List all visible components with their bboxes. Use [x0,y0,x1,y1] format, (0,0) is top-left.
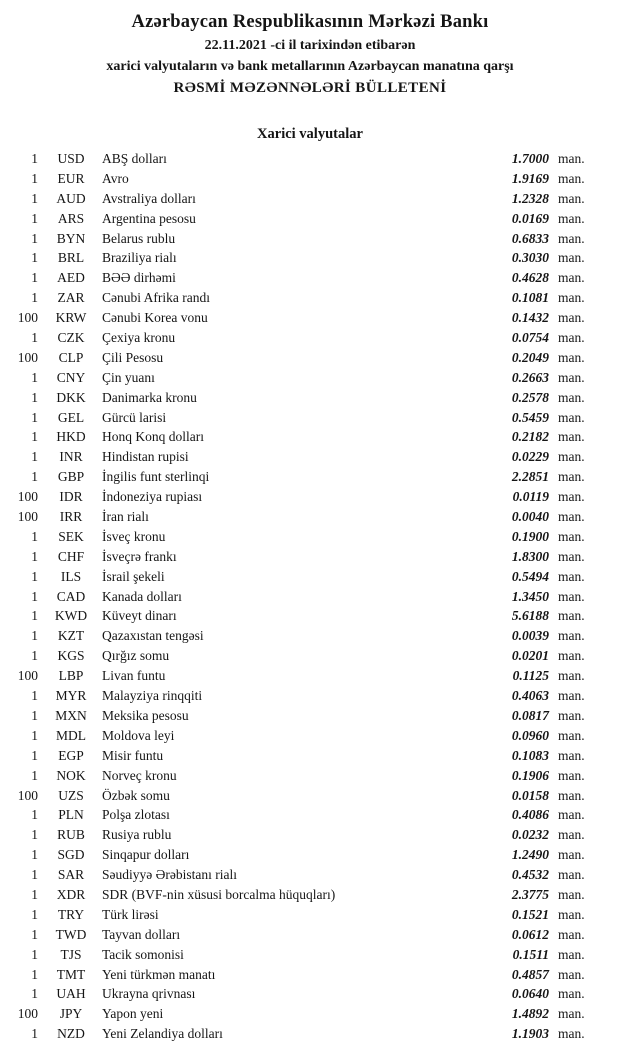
currency-name-cell: Çili Pesosu [102,349,164,365]
rate-row [4,867,596,887]
rate-value-cell: 1.9169 [511,170,549,186]
unit-label-cell: man. [558,727,585,743]
currency-name-cell: Braziliya rialı [102,250,177,266]
rate-row [4,330,596,350]
rate-value-cell: 0.0201 [511,648,549,664]
currency-name-cell: Hindistan rupisi [102,449,189,465]
exchange-rates-table [0,151,620,1044]
rate-row [4,390,596,410]
unit-label-cell: man. [558,847,585,863]
quantity-cell: 1 [31,847,38,863]
unit-label-cell: man. [558,349,585,365]
quantity-cell: 1 [31,429,38,445]
currency-code-cell: SEK [58,528,84,544]
quantity-cell: 1 [31,867,38,883]
rate-row [4,489,596,509]
unit-label-cell: man. [558,170,585,186]
unit-label-cell: man. [558,886,585,902]
rate-row [4,171,596,191]
currency-name-cell: Cənubi Afrika randı [102,290,210,306]
quantity-cell: 1 [31,568,38,584]
document-subtitle: xarici valyutaların və bank metallarının Azərbaycan manatına qarşı [106,59,514,74]
currency-code-cell: MDL [56,727,86,743]
unit-label-cell: man. [558,389,585,405]
currency-code-cell: EUR [57,170,85,186]
currency-name-cell: Norveç kronu [102,767,177,783]
currency-name-cell: Malayziya rinqqiti [102,688,203,704]
quantity-cell: 100 [17,310,38,326]
unit-label-cell: man. [558,449,585,465]
currency-code-cell: NOK [56,767,86,783]
currency-name-cell: Misir funtu [102,747,164,763]
quantity-cell: 1 [31,588,38,604]
rate-row [4,847,596,867]
currency-code-cell: ARS [57,210,85,226]
rate-row [4,211,596,231]
unit-label-cell: man. [558,966,585,982]
rate-row [4,469,596,489]
rate-value-cell: 0.2049 [511,349,549,365]
currency-code-cell: TJS [60,946,82,962]
rate-value-cell: 0.1432 [511,310,549,326]
currency-code-cell: SGD [57,847,85,863]
quantity-cell: 1 [31,449,38,465]
unit-label-cell: man. [558,767,585,783]
quantity-cell: 1 [31,270,38,286]
currency-code-cell: KWD [54,608,88,624]
rate-row [4,907,596,927]
currency-code-cell: USD [57,151,85,166]
quantity-cell: 1 [31,190,38,206]
rate-row [4,449,596,469]
rate-row [4,310,596,330]
rate-row [4,608,596,628]
currency-code-cell: HKD [56,429,86,445]
unit-label-cell: man. [558,648,585,664]
currency-name-cell: İsveçrə frankı [102,548,177,564]
quantity-cell: 1 [31,528,38,544]
quantity-cell: 1 [31,747,38,763]
unit-label-cell: man. [558,787,585,803]
bank-title: Azərbaycan Respublikasının Mərkəzi Bankı [131,12,489,32]
bulletin-title: RƏSMİ MƏZƏNNƏLƏRİ BÜLLETENİ [173,80,447,96]
currency-name-cell: Sinqapur dolları [102,847,190,863]
currency-code-cell: GEL [57,409,85,425]
currency-name-cell: ABŞ dolları [102,151,167,166]
currency-name-cell: Yeni türkmən manatı [102,966,216,982]
rate-value-cell: 2.2851 [511,469,549,485]
quantity-cell: 100 [17,668,38,684]
currency-name-cell: Danimarka kronu [102,389,197,405]
currency-code-cell: KZT [57,628,85,644]
currency-code-cell: EGP [58,747,84,763]
currency-code-cell: XDR [56,886,86,902]
rate-row [4,270,596,290]
unit-label-cell: man. [558,668,585,684]
currency-code-cell: ILS [60,568,82,584]
rate-value-cell: 1.7000 [511,151,549,166]
rate-row [4,947,596,967]
rate-row [4,967,596,987]
rate-row [4,887,596,907]
quantity-cell: 1 [31,966,38,982]
currency-name-cell: Qırğız somu [102,648,170,664]
quantity-cell: 1 [31,290,38,306]
effective-date-line: 22.11.2021 -ci il tarixindən etibarən [204,38,416,53]
quantity-cell: 1 [31,986,38,1002]
currency-code-cell: TRY [57,906,85,922]
rate-row [4,250,596,270]
unit-label-cell: man. [558,588,585,604]
quantity-cell: 1 [31,369,38,385]
rate-row [4,151,596,171]
unit-label-cell: man. [558,210,585,226]
quantity-cell: 1 [31,946,38,962]
currency-code-cell: BYN [56,230,86,246]
rate-value-cell: 1.2328 [511,190,549,206]
rate-row [4,529,596,549]
currency-name-cell: İran rialı [102,509,149,525]
currency-code-cell: JPY [59,1006,83,1022]
currency-name-cell: Çin yuanı [102,369,155,385]
rate-value-cell: 0.0817 [511,707,549,723]
unit-label-cell: man. [558,509,585,525]
rate-value-cell: 0.6833 [511,230,549,246]
unit-label-cell: man. [558,230,585,246]
unit-label-cell: man. [558,807,585,823]
rate-value-cell: 1.4892 [511,1006,549,1022]
rate-row [4,350,596,370]
rate-value-cell: 1.8300 [511,548,549,564]
rate-value-cell: 5.6188 [511,608,549,624]
rate-row [4,807,596,827]
currency-code-cell: MXN [55,707,87,723]
currency-code-cell: BRL [57,250,85,266]
quantity-cell: 1 [31,250,38,266]
currency-name-cell: Avro [102,170,129,186]
rate-row [4,688,596,708]
rate-row [4,191,596,211]
rate-value-cell: 0.1521 [511,906,549,922]
quantity-cell: 100 [17,509,38,525]
quantity-cell: 100 [17,349,38,365]
rate-value-cell: 0.1125 [512,668,549,684]
currency-code-cell: CZK [57,330,85,346]
unit-label-cell: man. [558,568,585,584]
rate-value-cell: 0.2182 [511,429,549,445]
rate-value-cell: 0.1906 [511,767,549,783]
currency-name-cell: SDR (BVF-nin xüsusi borcalma hüquqları) [102,886,336,902]
rate-row [4,549,596,569]
rate-value-cell: 0.5459 [511,409,549,425]
unit-label-cell: man. [558,409,585,425]
currency-name-cell: Argentina pesosu [102,210,196,226]
unit-label-cell: man. [558,330,585,346]
unit-label-cell: man. [558,489,585,505]
quantity-cell: 1 [31,886,38,902]
rate-row [4,628,596,648]
unit-label-cell: man. [558,867,585,883]
currency-name-cell: Cənubi Korea vonu [102,310,208,326]
quantity-cell: 1 [31,628,38,644]
currency-name-cell: İndoneziya rupiası [102,489,203,505]
unit-label-cell: man. [558,270,585,286]
unit-label-cell: man. [558,429,585,445]
quantity-cell: 1 [31,389,38,405]
rate-row [4,827,596,847]
rate-value-cell: 0.0232 [511,827,549,843]
unit-label-cell: man. [558,946,585,962]
rate-row [4,708,596,728]
currency-name-cell: Meksika pesosu [102,707,189,723]
currency-name-cell: Honq Konq dolları [102,429,204,445]
currency-code-cell: GBP [57,469,85,485]
currency-name-cell: Yeni Zelandiya dolları [102,1026,223,1042]
unit-label-cell: man. [558,608,585,624]
currency-name-cell: Belarus rublu [102,230,176,246]
currency-code-cell: TMT [56,966,86,982]
rate-row [4,927,596,947]
currency-name-cell: Ukrayna qrivnası [102,986,196,1002]
unit-label-cell: man. [558,747,585,763]
rate-value-cell: 0.0640 [511,986,549,1002]
quantity-cell: 1 [31,608,38,624]
rate-value-cell: 0.5494 [511,568,549,584]
rate-row [4,668,596,688]
rate-row [4,748,596,768]
rate-value-cell: 2.3775 [511,886,549,902]
rate-value-cell: 0.4628 [511,270,549,286]
currency-code-cell: KGS [57,648,85,664]
currency-name-cell: Avstraliya dolları [102,190,196,206]
rate-value-cell: 0.0754 [511,330,549,346]
quantity-cell: 1 [31,210,38,226]
unit-label-cell: man. [558,1026,585,1042]
rate-value-cell: 0.4086 [511,807,549,823]
quantity-cell: 1 [31,151,38,166]
currency-code-cell: AED [57,270,85,286]
rate-value-cell: 0.1081 [511,290,549,306]
currency-code-cell: CNY [56,369,86,385]
rate-value-cell: 0.3030 [511,250,549,266]
quantity-cell: 1 [31,469,38,485]
unit-label-cell: man. [558,310,585,326]
currency-code-cell: AUD [56,190,86,206]
quantity-cell: 1 [31,1026,38,1042]
quantity-cell: 1 [31,727,38,743]
rate-value-cell: 0.0612 [511,926,549,942]
currency-code-cell: DKK [56,389,86,405]
rate-row [4,569,596,589]
quantity-cell: 1 [31,230,38,246]
currency-code-cell: SAR [57,867,85,883]
rate-row [4,429,596,449]
quantity-cell: 100 [17,489,38,505]
rate-value-cell: 0.0229 [511,449,549,465]
rate-value-cell: 0.1083 [511,747,549,763]
unit-label-cell: man. [558,986,585,1002]
quantity-cell: 1 [31,707,38,723]
rate-value-cell: 0.1511 [512,946,549,962]
unit-label-cell: man. [558,151,585,166]
unit-label-cell: man. [558,528,585,544]
unit-label-cell: man. [558,548,585,564]
quantity-cell: 1 [31,330,38,346]
rate-row [4,1006,596,1026]
currency-name-cell: Kanada dolları [102,588,182,604]
rate-value-cell: 0.2578 [511,389,549,405]
rate-row [4,768,596,788]
currency-code-cell: KRW [55,310,87,326]
rate-row [4,410,596,430]
currency-name-cell: Gürcü larisi [102,409,167,425]
currency-name-cell: İngilis funt sterlinqi [102,469,210,485]
currency-name-cell: Qazaxıstan tengəsi [102,628,204,644]
quantity-cell: 1 [31,648,38,664]
quantity-cell: 100 [17,787,38,803]
unit-label-cell: man. [558,688,585,704]
currency-code-cell: UAH [56,986,86,1002]
unit-label-cell: man. [558,926,585,942]
unit-label-cell: man. [558,190,585,206]
rate-value-cell: 1.1903 [511,1026,549,1042]
currency-code-cell: LBP [58,668,84,684]
currency-code-cell: INR [59,449,83,465]
quantity-cell: 1 [31,688,38,704]
rate-row [4,370,596,390]
currency-name-cell: Çexiya kronu [102,330,176,346]
currency-name-cell: Yapon yeni [102,1006,164,1022]
currency-name-cell: Moldova leyi [102,727,175,743]
rate-value-cell: 0.0960 [511,727,549,743]
currency-code-cell: CAD [56,588,86,604]
unit-label-cell: man. [558,1006,585,1022]
unit-label-cell: man. [558,628,585,644]
currency-name-cell: İsveç kronu [102,528,166,544]
currency-code-cell: CLP [58,349,84,365]
unit-label-cell: man. [558,469,585,485]
rate-value-cell: 0.0039 [511,628,549,644]
currency-name-cell: Rusiya rublu [102,827,172,843]
currency-code-cell: RUB [57,827,85,843]
rate-value-cell: 0.4532 [511,867,549,883]
document-header [0,9,620,99]
currency-name-cell: Livan funtu [102,668,166,684]
quantity-cell: 1 [31,409,38,425]
rate-value-cell: 1.3450 [511,588,549,604]
currency-code-cell: IRR [59,509,83,525]
rate-value-cell: 1.2490 [511,847,549,863]
rate-row [4,788,596,808]
rate-row [4,589,596,609]
currency-code-cell: CHF [57,548,85,564]
quantity-cell: 1 [31,767,38,783]
section-title-foreign-currencies: Xarici valyutalar [257,126,363,142]
rate-row [4,509,596,529]
currency-code-cell: PLN [58,807,84,823]
rate-value-cell: 0.0119 [512,489,549,505]
currency-code-cell: UZS [58,787,84,803]
quantity-cell: 100 [17,1006,38,1022]
currency-name-cell: Polşa zlotası [102,807,170,823]
currency-name-cell: Səudiyyə Ərəbistanı rialı [102,867,237,883]
rate-row [4,648,596,668]
currency-code-cell: IDR [59,489,83,505]
unit-label-cell: man. [558,707,585,723]
rate-value-cell: 0.4063 [511,688,549,704]
rate-row [4,231,596,251]
rate-value-cell: 0.0040 [511,509,549,525]
unit-label-cell: man. [558,290,585,306]
currency-code-cell: TWD [55,926,87,942]
currency-code-cell: ZAR [57,290,85,306]
quantity-cell: 1 [31,926,38,942]
rate-row [4,986,596,1006]
unit-label-cell: man. [558,827,585,843]
rate-value-cell: 0.2663 [511,369,549,385]
unit-label-cell: man. [558,369,585,385]
rate-row [4,290,596,310]
currency-name-cell: Tayvan dolları [102,926,181,942]
rate-row [4,1026,596,1044]
quantity-cell: 1 [31,906,38,922]
quantity-cell: 1 [31,548,38,564]
currency-name-cell: İsrail şekeli [102,568,165,584]
currency-name-cell: Özbək somu [102,787,170,803]
currency-code-cell: NZD [57,1026,85,1042]
quantity-cell: 1 [31,170,38,186]
currency-name-cell: Türk lirəsi [102,906,159,922]
quantity-cell: 1 [31,807,38,823]
currency-name-cell: Tacik somonisi [102,946,184,962]
quantity-cell: 1 [31,827,38,843]
unit-label-cell: man. [558,906,585,922]
rate-value-cell: 0.0158 [511,787,549,803]
currency-code-cell: MYR [55,688,87,704]
rate-row [4,728,596,748]
currency-name-cell: BƏƏ dirhəmi [102,270,176,286]
unit-label-cell: man. [558,250,585,266]
rate-value-cell: 0.1900 [511,528,549,544]
rate-value-cell: 0.4857 [511,966,549,982]
currency-name-cell: Küveyt dinarı [102,608,177,624]
rate-value-cell: 0.0169 [511,210,549,226]
